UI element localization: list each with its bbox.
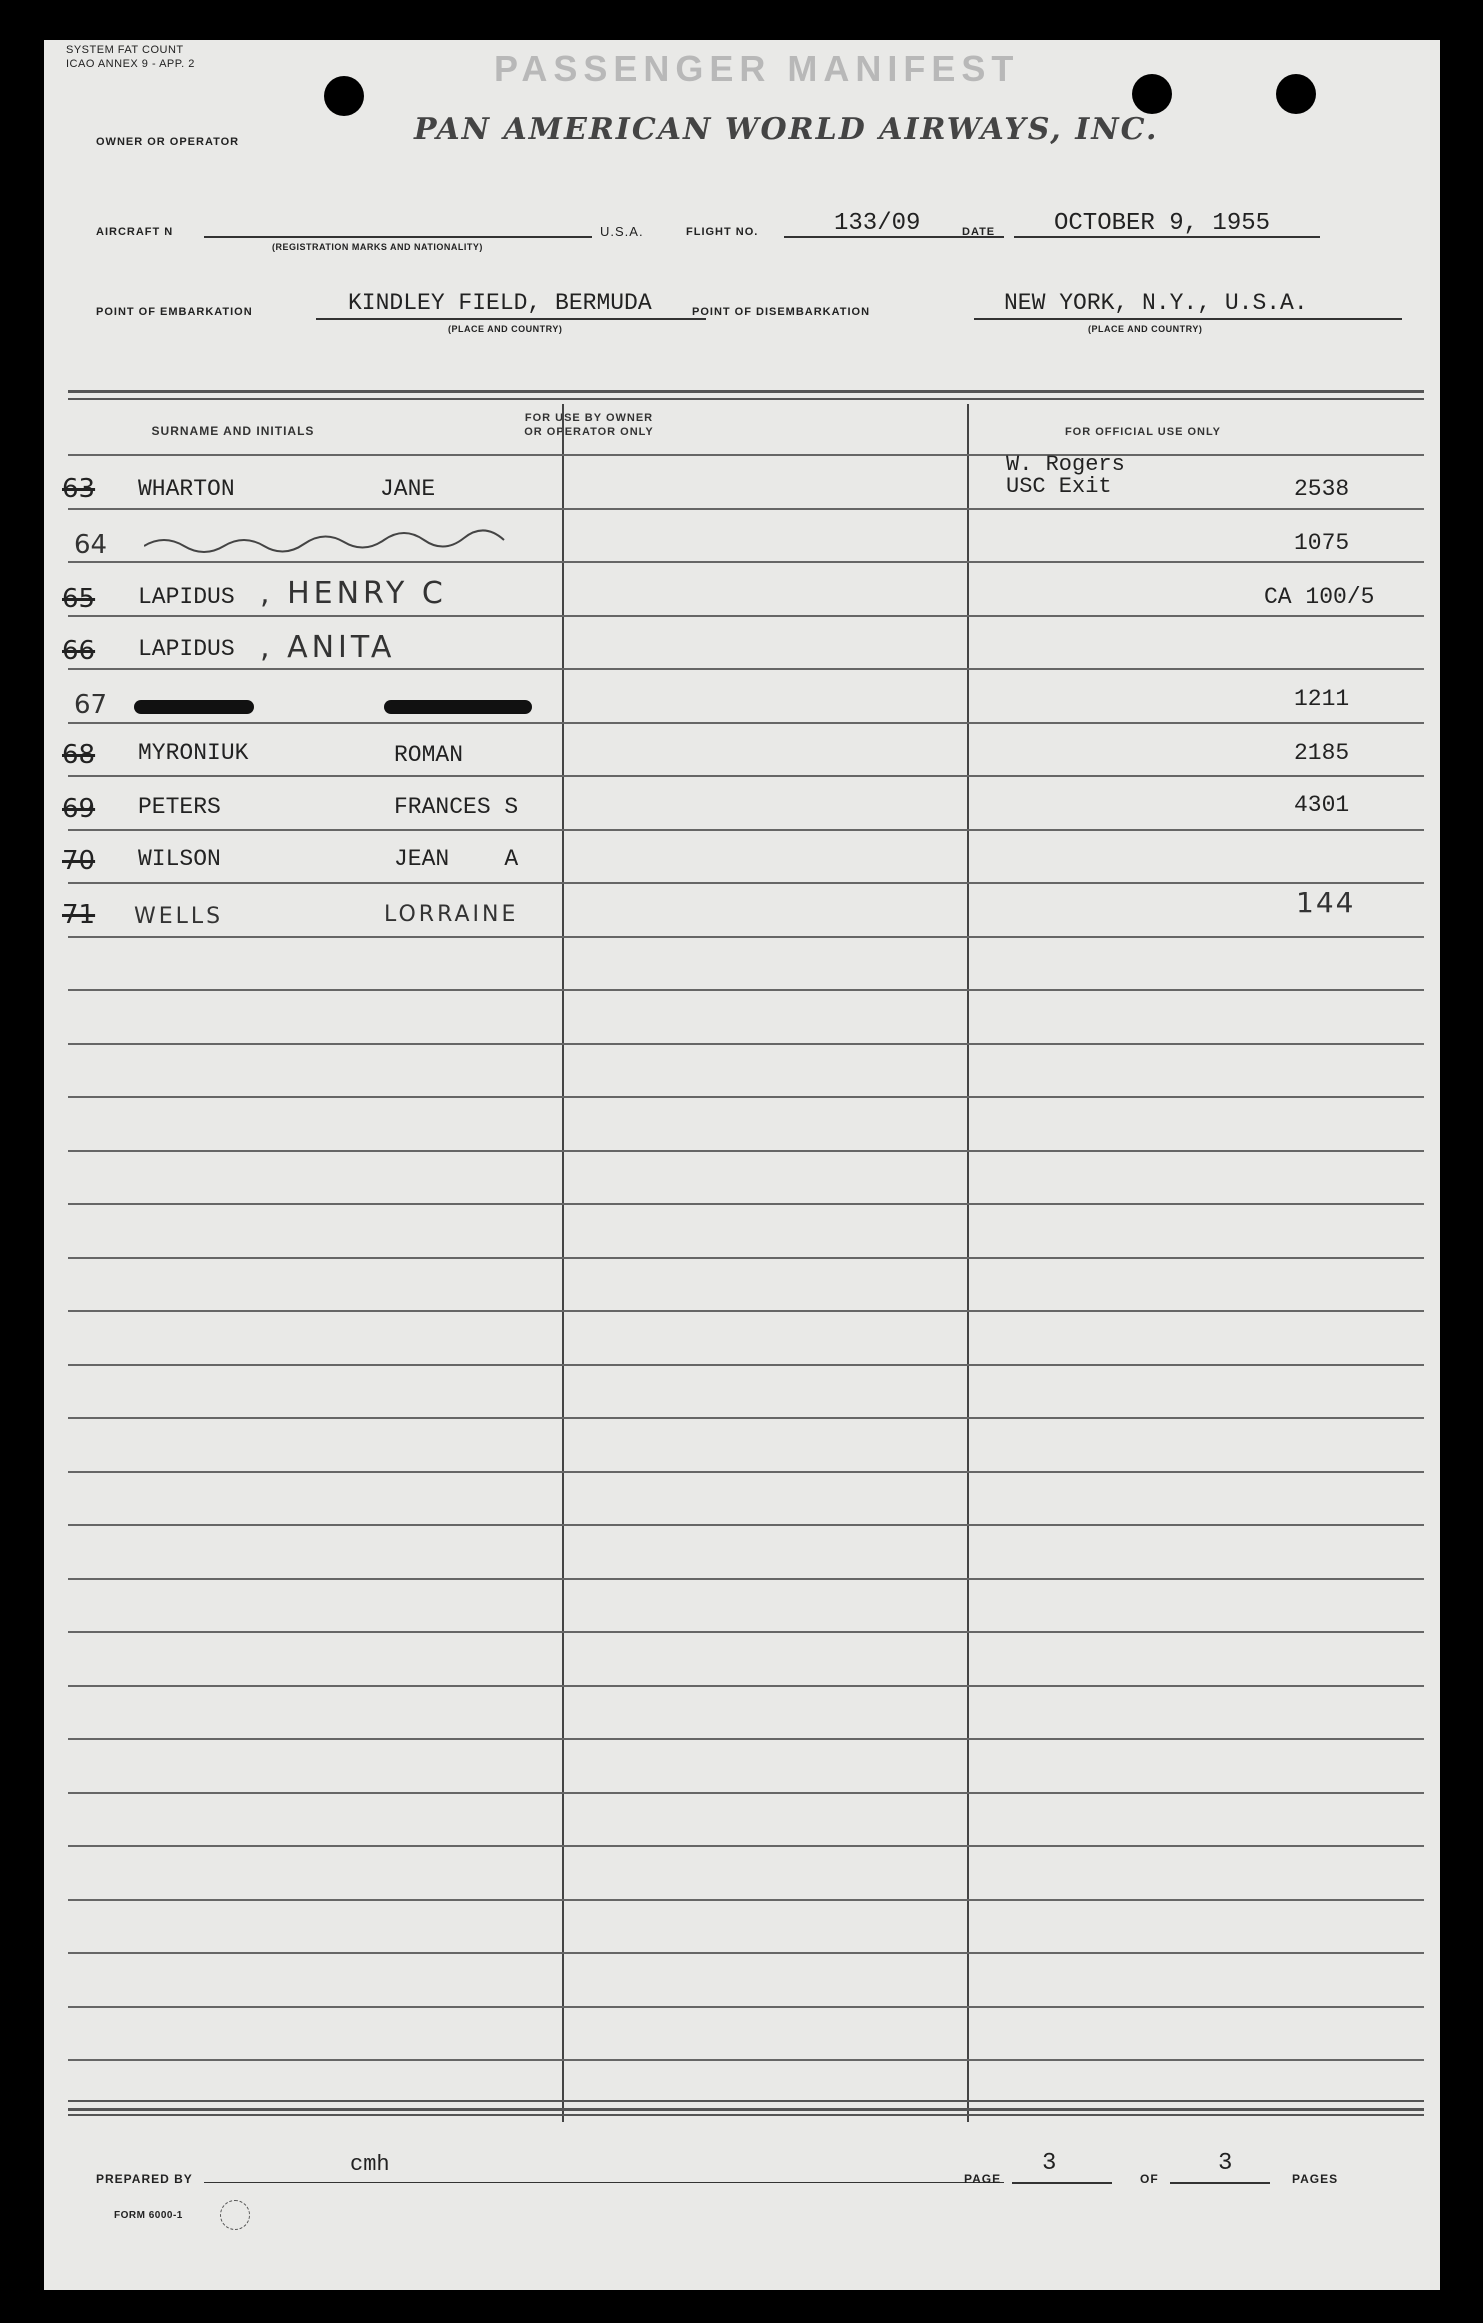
row-number: 71 xyxy=(62,900,96,930)
table-bottom-rule xyxy=(68,2108,1424,2111)
row-rule xyxy=(68,668,1424,670)
official-code: 2185 xyxy=(1294,740,1350,766)
embark-label: POINT OF EMBARKATION xyxy=(96,306,253,318)
surname: WELLS xyxy=(134,904,224,929)
table-bottom-rule xyxy=(68,2100,1424,2102)
row-rule xyxy=(68,508,1424,510)
row-rule xyxy=(68,454,1424,456)
row-rule xyxy=(68,1364,1424,1366)
official-note: W. Rogers xyxy=(1006,452,1125,477)
row-rule xyxy=(68,775,1424,777)
row-rule xyxy=(68,2006,1424,2008)
surname: LAPIDUS xyxy=(138,584,235,610)
total-pages: 3 xyxy=(1218,2150,1233,2177)
prepared-label: PREPARED BY xyxy=(96,2172,193,2186)
row-rule xyxy=(68,561,1424,563)
surname: WILSON xyxy=(138,846,221,872)
surname: MYRONIUK xyxy=(138,740,249,766)
col-header-owner-2: OR OPERATOR ONLY xyxy=(524,426,654,438)
airline-name: PAN AMERICAN WORLD AIRWAYS, INC. xyxy=(414,112,1159,147)
page-label: PAGE xyxy=(964,2172,1002,2186)
official-code: 2538 xyxy=(1294,476,1350,502)
row-number: 70 xyxy=(62,846,96,876)
row-number: 65 xyxy=(62,584,96,614)
row-rule xyxy=(68,2059,1424,2061)
form-number: FORM 6000-1 xyxy=(114,2210,183,2221)
col-header-owner-1: FOR USE BY OWNER xyxy=(524,412,654,424)
surname: PETERS xyxy=(138,794,221,820)
place-caption: (PLACE AND COUNTRY) xyxy=(448,324,563,334)
place-caption: (PLACE AND COUNTRY) xyxy=(1088,324,1203,334)
row-rule xyxy=(68,615,1424,617)
owner-label: OWNER OR OPERATOR xyxy=(96,136,240,148)
official-note-2: USC Exit xyxy=(1006,474,1112,499)
column-divider xyxy=(562,404,564,2122)
row-rule xyxy=(68,1578,1424,1580)
row-rule xyxy=(68,1685,1424,1687)
row-number: 69 xyxy=(62,794,96,824)
punch-hole xyxy=(1276,74,1316,114)
row-rule xyxy=(68,1150,1424,1152)
row-rule xyxy=(68,989,1424,991)
official-code: 1075 xyxy=(1294,530,1350,556)
flight-number: 133/09 xyxy=(834,210,921,237)
row-rule xyxy=(68,1096,1424,1098)
icao-note: ICAO ANNEX 9 - APP. 2 xyxy=(66,58,195,70)
row-rule xyxy=(68,936,1424,938)
row-rule xyxy=(68,722,1424,724)
table-bottom-rule xyxy=(68,2114,1424,2116)
union-label-stamp xyxy=(220,2200,250,2230)
row-rule xyxy=(68,1738,1424,1740)
disembark-label: POINT OF DISEMBARKATION xyxy=(692,306,871,318)
row-rule xyxy=(68,1952,1424,1954)
surname: WHARTON xyxy=(138,476,235,502)
usa-label: U.S.A. xyxy=(600,224,644,239)
given-name: JANE xyxy=(380,476,436,502)
row-rule xyxy=(68,882,1424,884)
aircraft-label: AIRCRAFT N xyxy=(96,226,174,238)
aircraft-line xyxy=(204,236,592,238)
redaction-mark xyxy=(134,700,254,714)
given-name: FRANCES S xyxy=(394,794,519,820)
row-number: 67 xyxy=(74,690,108,720)
given-name: ROMAN xyxy=(394,742,464,768)
embark-line xyxy=(316,318,706,320)
row-rule xyxy=(68,1310,1424,1312)
row-number: 63 xyxy=(62,474,96,504)
row-rule xyxy=(68,1631,1424,1633)
embark-place: KINDLEY FIELD, BERMUDA xyxy=(348,290,652,316)
given-name: LORRAINE xyxy=(384,902,519,927)
system-note: SYSTEM FAT COUNT xyxy=(66,44,184,56)
row-rule xyxy=(68,1899,1424,1901)
surname: LAPIDUS xyxy=(138,636,235,662)
table-top-rule xyxy=(68,390,1424,393)
official-code: 144 xyxy=(1296,886,1356,919)
row-rule xyxy=(68,1043,1424,1045)
row-rule xyxy=(68,1524,1424,1526)
page-title: PASSENGER MANIFEST xyxy=(494,48,1020,89)
scribble-mark xyxy=(144,526,524,556)
disembark-place: NEW YORK, N.Y., U.S.A. xyxy=(1004,290,1308,316)
disembark-line xyxy=(974,318,1402,320)
pages-label: PAGES xyxy=(1292,2172,1339,2186)
prepared-line xyxy=(204,2182,1004,2183)
official-code: 1211 xyxy=(1294,686,1350,712)
registration-caption: (REGISTRATION MARKS AND NATIONALITY) xyxy=(272,242,483,252)
punch-hole xyxy=(324,76,364,116)
flight-date: OCTOBER 9, 1955 xyxy=(1054,210,1271,237)
row-rule xyxy=(68,1257,1424,1259)
row-rule xyxy=(68,1471,1424,1473)
given-name: , ANITA xyxy=(260,630,396,665)
manifest-page xyxy=(44,40,1440,2290)
page-line xyxy=(1012,2182,1112,2184)
row-rule xyxy=(68,1845,1424,1847)
row-rule xyxy=(68,1417,1424,1419)
given-name: , HENRY C xyxy=(260,576,447,611)
flight-label: FLIGHT NO. xyxy=(686,226,759,238)
row-number: 68 xyxy=(62,740,96,770)
row-number: 64 xyxy=(74,530,108,560)
prepared-by: cmh xyxy=(350,2152,390,2177)
col-header-official: FOR OFFICIAL USE ONLY xyxy=(1064,426,1222,438)
row-rule xyxy=(68,1792,1424,1794)
row-rule xyxy=(68,1203,1424,1205)
col-header-name: SURNAME AND INITIALS xyxy=(151,424,315,438)
punch-hole xyxy=(1132,74,1172,114)
page-number: 3 xyxy=(1042,2150,1057,2177)
date-label: DATE xyxy=(962,226,996,238)
column-divider xyxy=(967,404,969,2122)
of-label: OF xyxy=(1140,2172,1159,2186)
redaction-mark xyxy=(384,700,532,714)
given-name: JEAN A xyxy=(394,846,519,872)
row-number: 66 xyxy=(62,636,96,666)
table-top-rule xyxy=(68,398,1424,400)
official-code: 4301 xyxy=(1294,792,1350,818)
official-code: CA 100/5 xyxy=(1264,584,1375,610)
row-rule xyxy=(68,829,1424,831)
of-line xyxy=(1170,2182,1270,2184)
